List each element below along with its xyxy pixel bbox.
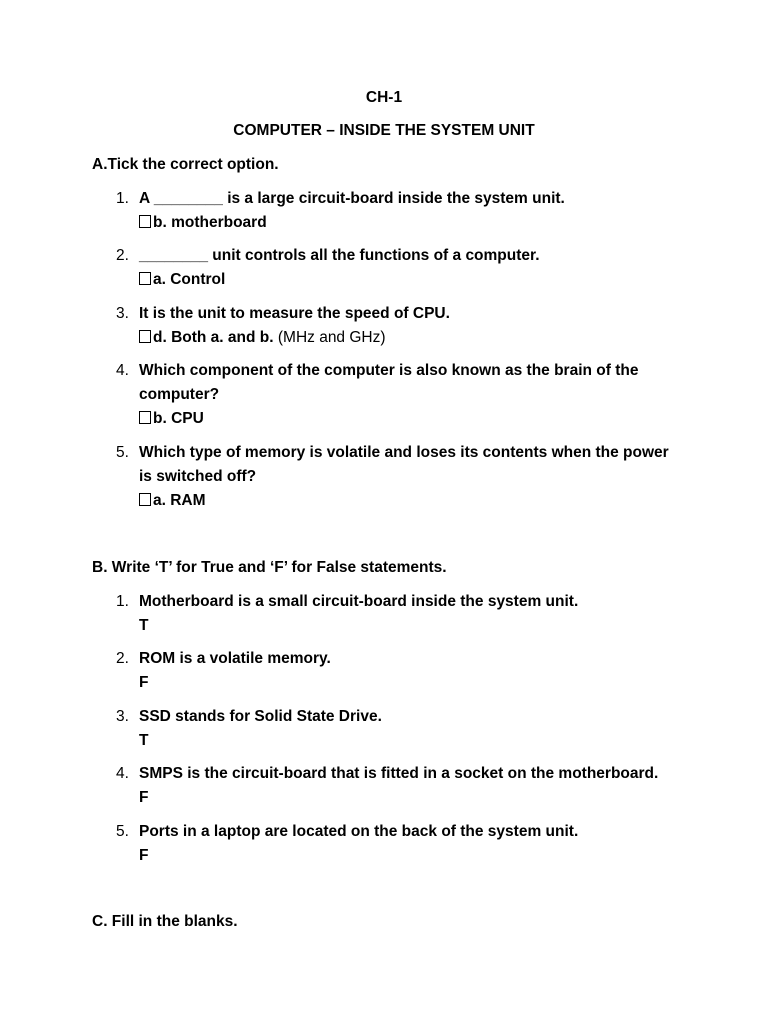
question-text: A ________ is a large circuit-board inside the system unit.: [139, 190, 565, 207]
section-b-item-4: [116, 762, 676, 810]
statement-text: SMPS is the circuit-board that is fitted in a socket on the motherboard.: [139, 765, 659, 782]
question-text: It is the unit to measure the speed of CPU.: [139, 305, 450, 322]
answer-text: a. Control: [153, 271, 226, 288]
section-c-heading: C. Fill in the blanks.: [92, 913, 238, 930]
question-text: Which component of the computer is also known as the brain of the computer?: [139, 362, 639, 403]
statement-text: ROM is a volatile memory.: [139, 650, 331, 667]
section-a-heading: A.Tick the correct option.: [92, 156, 279, 173]
question-text: Which type of memory is volatile and loses its contents when the power is switched off?: [139, 444, 669, 485]
answer-text: d. Both a. and b.: [153, 329, 274, 346]
section-b-item-5: [116, 820, 676, 868]
checkbox-icon: [139, 493, 151, 506]
section-a-item-2: [116, 244, 676, 292]
item-number: 3.: [116, 708, 129, 725]
item-number: 2.: [116, 247, 129, 264]
answer-text: T: [139, 617, 149, 634]
section-a-item-5: [116, 441, 676, 513]
question-text: ________ unit controls all the functions of a computer.: [139, 247, 540, 264]
section-b-item-2: [116, 647, 676, 695]
answer-text: a. RAM: [153, 492, 206, 509]
item-number: 2.: [116, 650, 129, 667]
answer-text: T: [139, 732, 149, 749]
chapter-label: CH-1: [365, 89, 403, 106]
item-number: 3.: [116, 305, 129, 322]
item-number: 1.: [116, 593, 129, 610]
section-b-heading: B. Write ‘T’ for True and ‘F’ for False statements.: [92, 559, 447, 576]
answer-text: F: [139, 789, 149, 806]
statement-text: SSD stands for Solid State Drive.: [139, 708, 382, 725]
answer-text: b. CPU: [153, 410, 204, 427]
answer-text: F: [139, 674, 149, 691]
section-a-item-3: [116, 302, 676, 350]
item-number: 4.: [116, 765, 129, 782]
item-number: 5.: [116, 823, 129, 840]
statement-text: Ports in a laptop are located on the back of the system unit.: [139, 823, 579, 840]
page-title: COMPUTER – INSIDE THE SYSTEM UNIT: [233, 122, 535, 139]
checkbox-icon: [139, 411, 151, 424]
item-number: 1.: [116, 190, 129, 207]
checkbox-icon: [139, 330, 151, 343]
answer-text: F: [139, 847, 149, 864]
checkbox-icon: [139, 215, 151, 228]
answer-note: (MHz and GHz): [273, 329, 386, 346]
statement-text: Motherboard is a small circuit-board inside the system unit.: [139, 593, 579, 610]
section-a-item-4: [116, 359, 676, 431]
section-a-item-1: [116, 187, 676, 235]
section-b-item-1: [116, 590, 676, 638]
item-number: 5.: [116, 444, 129, 461]
item-number: 4.: [116, 362, 129, 379]
checkbox-icon: [139, 272, 151, 285]
section-b-item-3: [116, 705, 676, 753]
answer-text: b. motherboard: [153, 214, 267, 231]
